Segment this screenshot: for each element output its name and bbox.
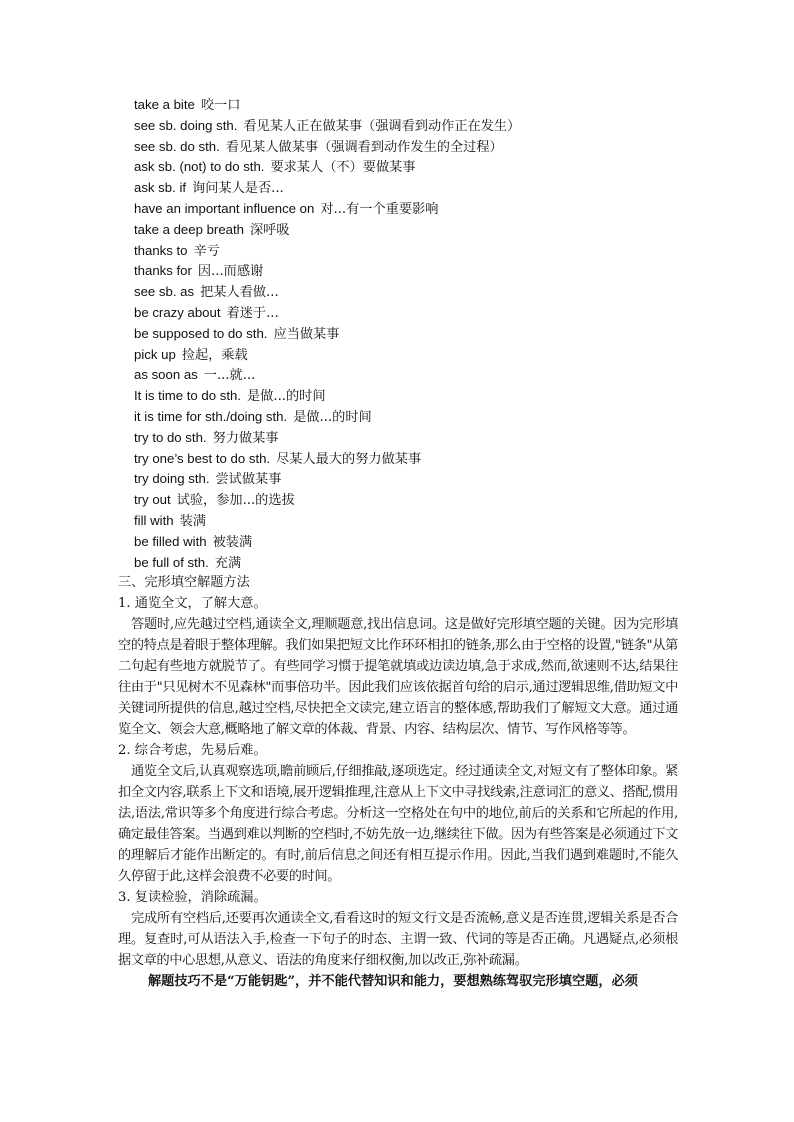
phrase-chinese: 对...有一个重要影响 (320, 201, 439, 217)
paragraph-line: 整体感,帮助我们了解短文大意。通过通览全文、领会大意,概略地了解文章的体裁、背景、 (118, 701, 678, 737)
phrase-chinese: 被装满 (212, 534, 253, 550)
paragraph-line: 关系和它所起的作用,确定最佳答案。当遇到难以判断的空档时,不妨先放一边,继续往下做。 (118, 806, 678, 842)
phrase-item (134, 282, 520, 303)
phrase-english: it is time for sth./doing sth. (134, 408, 288, 424)
phrase-chinese: 试验，参加...的选拔 (176, 493, 295, 509)
phrase-english: ask sb. if (134, 180, 187, 196)
phrase-chinese: 咬一口 (200, 98, 241, 113)
phrase-chinese: 是做...的时间 (293, 409, 372, 425)
phrase-chinese: 一...就... (203, 368, 256, 384)
phrase-english: try out (134, 492, 171, 508)
phrase-chinese: 尝试做某事 (215, 472, 282, 488)
paragraph-line: 因为有些答案是必须通过下文的理解后才能作出断定的。有时,前后信息之间还有相互提示 (118, 827, 678, 863)
phrase-item (134, 365, 520, 386)
paragraph-line: 通览全文后,认真观察选项,瞻前顾后,仔细推敲,逐项选定。经过通读全文,对短文有了整体印 (131, 764, 640, 779)
phrase-english: pick up (134, 346, 176, 362)
section-title: 三、完形填空解题方法 (118, 575, 250, 590)
step-2-heading: 2. 综合考虑，先易后难。 (118, 743, 267, 758)
phrase-item (134, 469, 520, 490)
phrase-item (134, 490, 520, 511)
phrase-item (134, 407, 520, 428)
phrase-english: try to do sth. (134, 429, 207, 445)
phrase-item (134, 157, 520, 178)
phrase-english: fill with (134, 512, 174, 528)
phrase-english: see sb. as (134, 284, 195, 300)
step-3-heading: 3. 复读检验，消除疏漏。 (118, 890, 267, 905)
phrase-english: It is time to do sth. (134, 388, 242, 404)
phrase-english: try doing sth. (134, 471, 210, 487)
paragraph-line: 完成所有空档后,还要再次通读全文,看看这时的短文行文是否流畅,意义是否连贯,逻辑关 (131, 911, 627, 926)
phrase-item (134, 428, 520, 449)
phrase-list (134, 95, 520, 573)
step-2-paragraph (118, 761, 678, 887)
phrase-item (134, 261, 520, 282)
paragraph-line: 完形填空的特点是着眼于整体理解。我们如果把短文比作环环相扣的链条,那么由于空格的 (118, 617, 678, 653)
phrase-item (134, 137, 520, 158)
phrase-item (134, 116, 520, 137)
phrase-chinese: 捡起，乘载 (181, 347, 248, 363)
phrase-item (134, 345, 520, 366)
paragraph-line: 象。紧扣全文内容,联系上下文和语境,展开逻辑推理,注意从上下文中寻找线索,注意词汇的意 (118, 764, 678, 800)
phrase-english: take a deep breath (134, 221, 244, 237)
paragraph-line: 内容、结构层次、情节、写作风格等等。 (404, 722, 636, 737)
phrase-english: have an important influence on (134, 200, 315, 216)
phrase-chinese: 看见某人做某事（强调看到动作发生的全过程） (225, 139, 503, 155)
phrase-item (134, 178, 520, 199)
paragraph-line: 作用。因此,当我们遇到难题时,不能久久停留于此,这样会浪费不必要的时间。 (118, 848, 678, 884)
phrase-english: as soon as (134, 367, 198, 383)
step-3-paragraph (118, 908, 678, 971)
phrase-chinese: 尽某人最大的努力做某事 (276, 451, 422, 467)
phrase-item (134, 324, 520, 345)
phrase-chinese: 着迷于... (226, 305, 279, 321)
paragraph-line: 系是否合理。复查时,可从语法入手,检查一下句子的时态、主谓一致、代词的等是否正确。 (118, 911, 678, 947)
phrase-english: thanks to (134, 242, 188, 258)
phrase-english: take a bite (134, 97, 195, 112)
phrase-english: see sb. do sth. (134, 138, 220, 154)
phrase-item (134, 303, 520, 324)
step-1-paragraph (118, 614, 678, 740)
phrase-item (134, 386, 520, 407)
paragraph-line: 凡遇疑点,必须根据文章的中心思想,从意义、语法的角度来仔细权衡,加以改正,弥补疏漏。 (118, 932, 678, 968)
paragraph-line: 设置,"链条"从第二句起有些地方就脱节了。有些同学习惯于提笔就填或边读边填,急于求成, (118, 638, 678, 674)
phrase-chinese: 看见某人正在做某事（强调看到动作正在发生） (243, 118, 521, 134)
phrase-item (134, 511, 520, 532)
phrase-chinese: 努力做某事 (212, 430, 279, 446)
phrase-chinese: 装满 (179, 513, 206, 529)
phrase-item (134, 199, 520, 220)
phrase-item (134, 532, 520, 553)
phrase-chinese: 是做...的时间 (247, 389, 326, 405)
paragraph-line: 义、搭配,惯用法,语法,常识等多个角度进行综合考虑。分析这一空格处在句中的地位,前后的 (118, 785, 678, 821)
phrase-english: ask sb. (not) to do sth. (134, 159, 265, 175)
phrase-item (134, 241, 520, 262)
phrase-english: be full of sth. (134, 554, 209, 570)
phrase-item (134, 553, 520, 574)
section-cloze-methods (118, 572, 678, 992)
paragraph-line: 启示,通过逻辑思维,借助短文中关键词所提供的信息,越过空档,尽快把全文读完,建立语言的 (118, 680, 678, 716)
phrase-english: thanks for (134, 263, 192, 279)
phrase-english: be filled with (134, 533, 207, 549)
phrase-item (134, 449, 520, 470)
phrase-chinese: 把某人看做... (200, 285, 279, 301)
phrase-item (134, 95, 520, 116)
step-1-heading: 1. 通览全文，了解大意。 (118, 596, 267, 611)
phrase-chinese: 深呼吸 (249, 222, 290, 238)
paragraph-line: 答题时,应先越过空档,通读全文,理顺题意,找出信息词。这是做好完形填空题的关键。因为 (131, 617, 640, 632)
phrase-chinese: 辛亏 (193, 243, 220, 259)
phrase-chinese: 要求某人（不）要做某事 (270, 160, 416, 176)
phrase-english: be crazy about (134, 304, 221, 320)
phrase-english: try one’s best to do sth. (134, 450, 271, 466)
phrase-chinese: 应当做某事 (273, 326, 340, 342)
phrase-english: see sb. doing sth. (134, 117, 238, 133)
phrase-english: be supposed to do sth. (134, 325, 268, 341)
phrase-chinese: 因...而感谢 (197, 264, 264, 280)
phrase-chinese: 询问某人是否... (192, 181, 284, 197)
closing-paragraph: 解题技巧不是“万能钥匙”，并不能代替知识和能力，要想熟练驾驭完形填空题，必须 (148, 974, 638, 989)
paragraph-line: 然而,欲速则不达,结果往往由于"只见树木不见森林"而事倍功半。因此我们应该依据首句给的 (118, 659, 678, 695)
phrase-chinese: 充满 (214, 555, 242, 571)
phrase-item (134, 220, 520, 241)
